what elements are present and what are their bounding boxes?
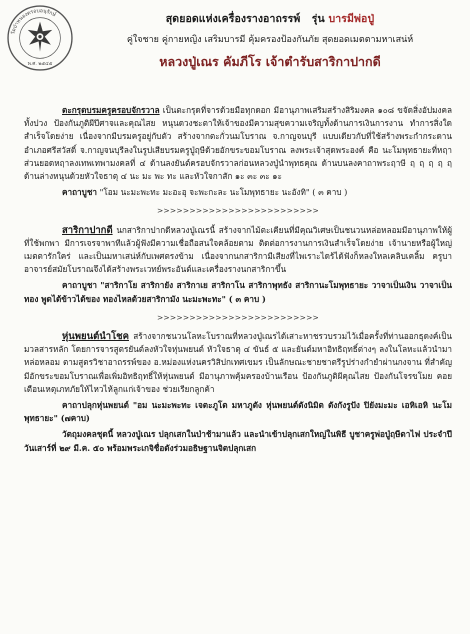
katha-text: "โอม นะมะพะทะ มะอะอุ จะพะกะละ นะโมพุทธายะ นะอังทิ" ( ๓ คาบ ): [99, 187, 348, 198]
katha-line: [24, 279, 452, 305]
temple-seal-logo: [6, 4, 74, 72]
katha-line: [24, 399, 452, 425]
header-master-name: หลวงปู่เณร คัมภีโร เจ้าตำรับสาริกาปากดี: [159, 54, 381, 69]
katha-label: คาถาบูชา: [62, 280, 97, 291]
seal-year: พ.ศ. ๒๕๔๕: [27, 62, 53, 68]
header-series-label: รุ่น: [311, 13, 325, 25]
section-text: เป็นตะกรุดที่จารด้วยมือทุกดอก มีอานุภาพเสริมสร้างสิริมงคล ๑๐๘ ขจัดสิ่งอัปมงคลทั้งปวง ป้องกันภูติผีปีศาจและคุณไสย หนุนดวงชะตาให้เจ้าของมีความสุขความเจริญทั้งด้านการเงินการงาน ทำการสิ่งใดสำเร็จโดยง่าย เนื่องจากมีบรมครูอยู่กับตัว สร้างจากตะกั่วนมโบราณ จ.กาญจนบุรี แบบเดียวกับที่ใช้สร้างพระกำกระดานอำเภอศรีสวัสดิ์ จ.กาญจนบุรีลงในรูปเสียบรมครูปู่ฤษีด้วยอักขระขอมโบราณ ลงพระเจ้าสุดพระองค์ คือ นะโมพุทธายะที่หฤา ส่วนยอดหฤาลงเทพเทพามงคลที่ ๔ ด้านลงยันต์ครอบจักรวาลก่อนหลวงปู่นำพุทธคุณ ด้านบนลงคาถาพระฤาษี ฤ ฤ ฤ ฤ ฤ ด้านล่างหนุนด้วยหัวใจธาตุ ๔ นะ มะ พะ ทะ และหัวใจกาสัก ๑ะ ๓ะ ๓ะ ๑ะ: [24, 105, 452, 182]
header-series-name: บารมีพ่อปู่: [328, 13, 375, 25]
section-heading: สาริกาปากดี: [62, 224, 113, 236]
katha-label: คาถาปลุกหุ่นพยนต์: [62, 400, 129, 411]
section-paragraph: [24, 224, 452, 277]
header-title-main: สุดยอดแห่งเครื่องรางอาถรรพ์: [165, 13, 301, 25]
closing-paragraph: วัตถุมงคลชุดนี้ หลวงปู่เณร ปลุกเสกในป่าช้ามาแล้ว และนำเข้าปลุกเสกใหญ่ในพิธี บูชาครูพ่อปู่ฤษีตาไฟ ประจำปี วันเสาร์ที่ ๒๙ มี.ค. ๕๐ พร้อมพระเกจิชื่อดังร่วมอธิษฐานจิตปลุกเสก: [24, 429, 452, 453]
document-header: [78, 10, 462, 72]
document-body: [24, 104, 452, 463]
section-text: สร้างจากชนวนโลหะโบราณที่หลวงปู่เณรได้เสาะหาชรวบรวมไว้เมื่อครั้งที่ท่านออกธุดงค์เป็นมวลสารหลัก โดยการจารสูตรยันต์ลงหัวใจหุ่นพยนต์ หัวใจธาตุ ๔ ขันธ์ ๕ และยันต์มหาอิทธิฤทธิ์ต่างๆ ลงในโลหะแล้วนำมาหล่อหลอม ตามสูตรวิชาอาถรรพ์ของ อ.หม่องแห่งนครวิสิปกเทศเขมร เป็นลักษณะชายชาตรีรูปร่างกำยำผ่านกงจาน ที่สำคัญมีอักขระขอมโบราณเพื่อเพิ่มอิทธิฤทธิ์ให้หุ่นพยนต์ มีอานุภาพคุ้มครองบ้านเรือน ป้องกันภูติผีคุณไสย ป้องกันโจรขโมย คอยเตือนเหตุเภทภัยให้ไหวไห้ลูกแก่เจ้าของ ช่วยเรียกลูกค้า: [24, 331, 452, 394]
section-heading: หุ่นพยนต์นำโชค: [62, 331, 129, 343]
section-paragraph: [24, 330, 452, 396]
section-text: นกสาริกาปากดีหลวงปู่เณรนี้ สร้างจากไม้ตะเคียนที่มีคุณวิเศษเป็นชนวนหล่อหลอมมีอานุภาพให้ผู้ที่ใช้พกพา มีการเจรจาพาทีแล้วผู้ฟังมีความเชื่อถือสนใจคล้อยตาม ติดต่อการงานการเงินสำเร็จโดยง่าย เจ้านายหรือผู้ใหญ่เมตตารักใคร่ และเป็นมหาเสน่ห์กับเพศตรงข้าม เนื่องจากนกสาริกามีเสียงที่ไพเราะไดร้ได้ฟังก็หลงใหลเคลิบเคลิ้ม ครูบาอาจารย์สมัยโบราณจึงได้สร้างพระเวทย์พระอันต์และเครื่องรางนกสาริกาขึ้น: [24, 224, 452, 275]
katha-label: คาถาบูชา: [62, 187, 97, 198]
section-paragraph: [24, 104, 452, 183]
header-title-line: [78, 10, 462, 27]
katha-line: [24, 186, 452, 199]
section-heading: ตะกรุดบรมครูครอบจักรวาล: [62, 105, 160, 115]
seal-text: วัดป่าหนองตรอบอนุรักษ์: [10, 8, 57, 36]
katha-text: "อม นะมะพะทะ เจตะภูโต มหาภูตัง หุ่นพยนต์ตังนิมิต ตังกังรูปัง ปิยังมะมะ เอหิเอหิ นะโมพุทธายะ" (๗คาบ): [24, 400, 452, 424]
section-sarika: [24, 224, 452, 306]
section-hun-phayon: [24, 330, 452, 425]
section-separator: >>>>>>>>>>>>>>>>>>>>>>>>>: [156, 312, 320, 322]
section-separator: >>>>>>>>>>>>>>>>>>>>>>>>>: [156, 206, 320, 216]
katha-text: "สาริกาโย สาริกายัง สาริกาเย สาริกาโน สาริกาพุทธัง สาริกานะโมพุทธายะ วาจาเป็นเงิน วาจาเป็นทอง พูดได้ข้าวได้ของ ทองไหลด้วยสาริกามัง นะมะพะทะ" ( ๓ คาบ ): [24, 280, 452, 304]
header-subtitle: คู่ใจชาย คู่กายหญิง เสริมบารมี คุ้มครองป้องกันภัย สุดยอดเมตตามหาเสน่ห์: [126, 35, 414, 45]
section-takrut: [24, 104, 452, 199]
